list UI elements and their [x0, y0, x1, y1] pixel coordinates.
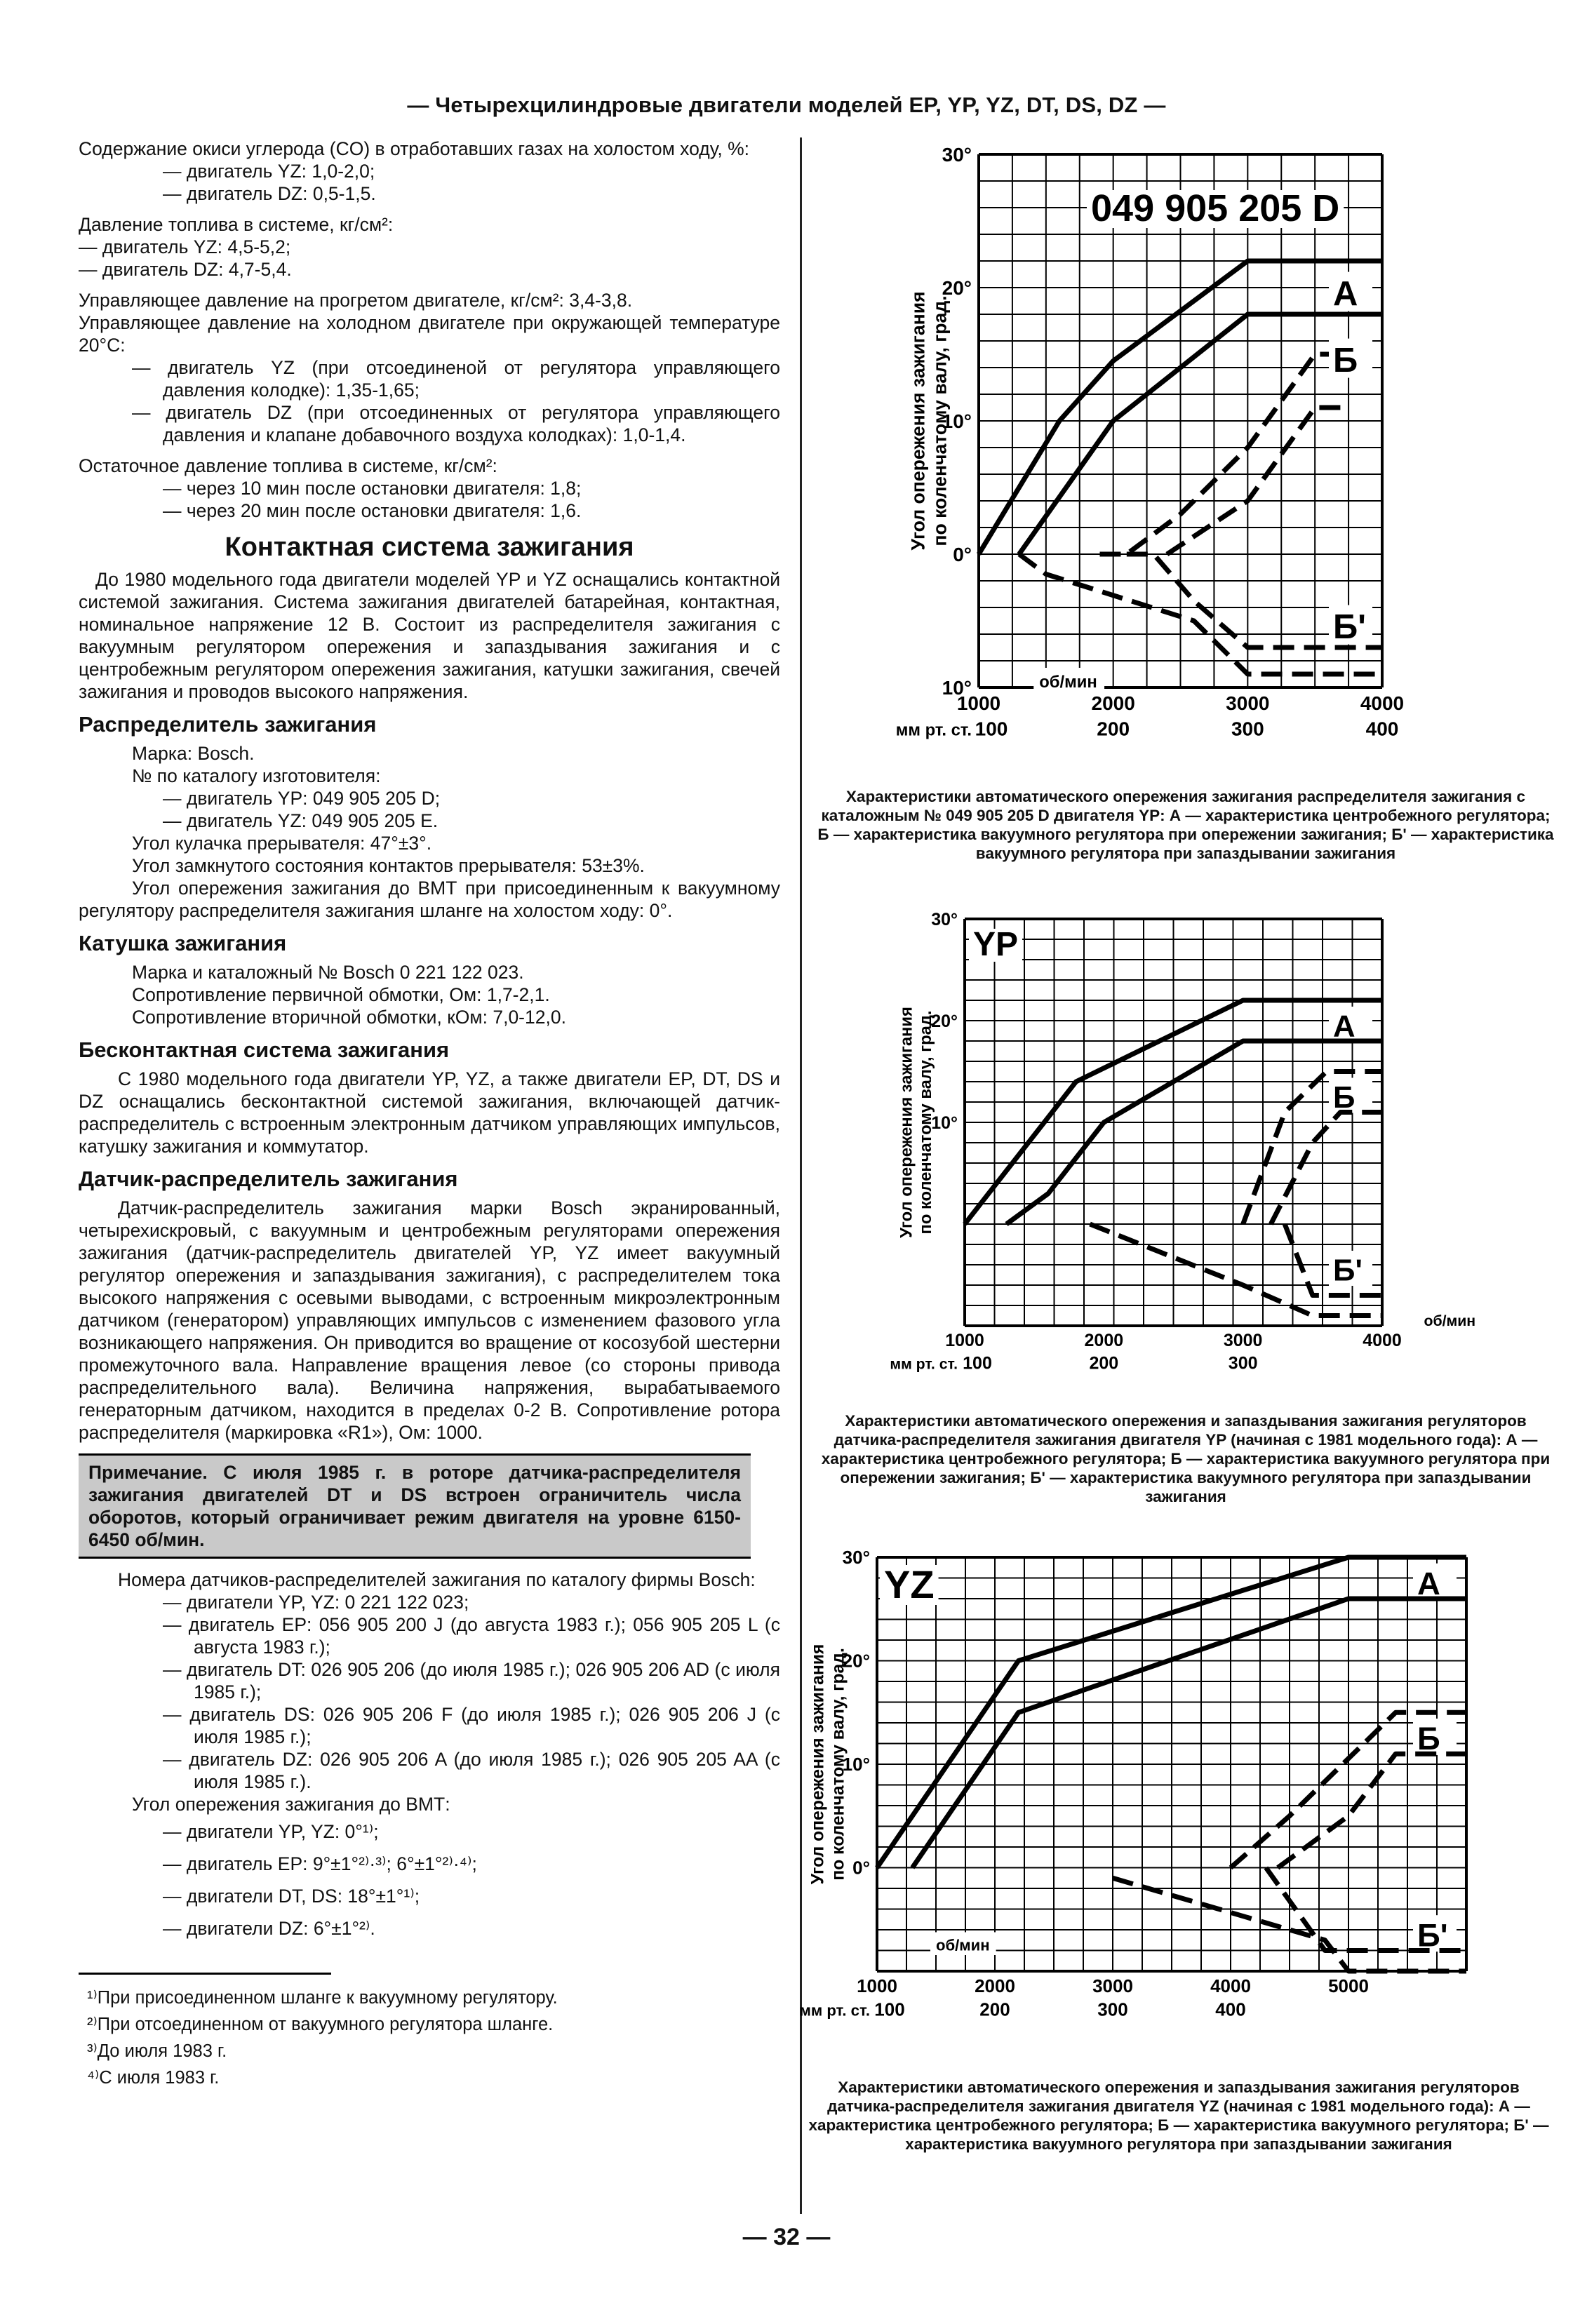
- x2-unit-label: мм рт. ст.: [890, 1355, 958, 1373]
- y-tick-label: 10°: [942, 676, 972, 699]
- advance-ep: — двигатель EP: 9°±1°²⁾·³⁾; 6°±1°²⁾·⁴⁾;: [163, 1853, 477, 1874]
- chart-title: YZ: [884, 1562, 935, 1606]
- distributor-yz: — двигатель YZ: 049 905 205 E.: [163, 810, 439, 831]
- chart-yp-1981: [890, 905, 1476, 1410]
- plot-area: [877, 1557, 1466, 1971]
- x2-tick-label: 300: [1228, 1353, 1258, 1373]
- x-tick-label: 4000: [1210, 1975, 1251, 1996]
- x-unit-label: об/мин: [936, 1936, 990, 1954]
- sensor-text: Датчик-распределитель зажигания марки Bosch экранированный, четырехискровый, с вакуумным и центробежным регуляторами опережения зажигания (датчик-распределитель двигателей YP, YZ имеет вакуумный регулятор опережения и запаздывания зажигания), с распределителем тока высокого напряжения с осевыми выводами, с встроенным микроэлектронным датчиком (генератором) управляющих импульсов с изменением фазового угла возникающего напряжения. Он приводится во вращение от косозубой шестерни промежуточного вала. Направление вращения левое (со стороны привода распределительного вала). Величина напряжения, вырабатываемого генераторным датчиком, находится в пределах 0-2 В. Сопротивление ротора распределителя (маркировка «R1»), Ом: 1000.: [79, 1197, 780, 1443]
- x2-tick-label: 300: [1097, 1999, 1128, 2020]
- x-tick-label: 2000: [975, 1975, 1015, 1996]
- x-tick-label: 3000: [1223, 1330, 1263, 1350]
- chart-yz-1981-caption: Характеристики автоматического опережения и запаздывания зажигания регуляторов датчика-распределителя зажигания двигателя YZ (начиная с 1981 модельного года): А — характеристика центробежного регулятора; Б — характеристика вакуумного регулятора; Б' — характеристика вакуумного регулятора при запаздывании зажигания: [808, 2078, 1549, 2153]
- footnote-3: ³⁾До июля 1983 г.: [87, 2041, 227, 2061]
- x2-tick-label: 100: [975, 718, 1008, 740]
- fuel-dz: — двигатель DZ: 4,7-5,4.: [79, 259, 292, 280]
- y-tick-label: 30°: [842, 1547, 870, 1569]
- co-yz: — двигатель YZ: 1,0-2,0;: [163, 161, 375, 182]
- x2-tick-label: 400: [1365, 718, 1399, 740]
- x-tick-label: 5000: [1328, 1975, 1369, 1996]
- coil-secondary: Сопротивление вторичной обмотки, кОм: 7,0-12,0.: [132, 1007, 566, 1028]
- number-ep: — двигатель EP: 056 905 200 J (до августа 1983 г.); 056 905 205 L (с августа 1983 г.);: [163, 1614, 780, 1658]
- series-label-A: А: [1417, 1565, 1440, 1601]
- chart-yz-1981: [799, 1543, 1508, 2076]
- number-ypyz: — двигатели YP, YZ: 0 221 122 023;: [163, 1592, 469, 1613]
- contactless-title: Бесконтактная система зажигания: [79, 1037, 450, 1062]
- y-tick-label: 20°: [842, 1650, 870, 1672]
- advance-dtds: — двигатели DT, DS: 18°±1°¹⁾;: [163, 1886, 420, 1907]
- numbers-intro: Номера датчиков-распределителей зажигания по каталогу фирмы Bosch:: [118, 1569, 756, 1590]
- column-divider: [800, 137, 802, 2214]
- plot-area: [965, 919, 1382, 1326]
- x2-tick-label: 200: [1097, 718, 1130, 740]
- number-ds: — двигатель DS: 026 905 206 F (до июля 1985 г.); 026 905 206 J (с июля 1985 г.);: [163, 1704, 780, 1747]
- series-label-Б': Б': [1417, 1917, 1448, 1954]
- series-label-Б: Б: [1417, 1721, 1440, 1757]
- x-tick-label: 1000: [857, 1975, 897, 1996]
- y-tick-label: 0°: [852, 1857, 870, 1879]
- sensor-title: Датчик-распределитель зажигания: [79, 1167, 458, 1191]
- ctrl-yz: — двигатель YZ (при отсоединеной от регулятора управляющего давления колодке): 1,35-1,65;: [132, 357, 780, 401]
- x-unit-label: об/мин: [1039, 673, 1097, 692]
- number-dz: — двигатель DZ: 026 905 206 A (до июля 1985 г.); 026 905 205 AA (с июля 1985 г.).: [163, 1749, 780, 1792]
- x-tick-label: 1000: [956, 692, 1001, 715]
- x2-tick-label: 100: [874, 1999, 905, 2020]
- coil-brand: Марка и каталожный № Bosch 0 221 122 023.: [132, 962, 524, 983]
- chart-yp-049-caption: Характеристики автоматического опережения зажигания распределителя зажигания с каталожным № 049 905 205 D двигателя YP: А — характеристика центробежного регулятора; Б — характеристика вакуумного регулятора при опережении зажигания; Б' — характеристика вакуумного регулятора при запаздывании зажигания: [817, 788, 1554, 862]
- distributor-yp: — двигатель YP: 049 905 205 D;: [163, 788, 441, 809]
- advance-ypyz: — двигатели YP, YZ: 0°¹⁾;: [163, 1821, 379, 1842]
- y-axis-label-line: Угол опережения зажигания: [808, 1644, 828, 1885]
- contact-system-text: До 1980 модельного года двигатели моделей YP и YZ оснащались контактной системой зажигания. Система зажигания двигателей батарейная, контактная, номинальное напряжение 12 В. Состоит из распределителя зажигания с вакуумным регулятором опережения и запаздывания зажигания и с центробежным регулятором опережения зажигания, катушки зажигания, свечей зажигания и проводов высокого напряжения.: [79, 569, 780, 702]
- contact-system-title: Контактная система зажигания: [225, 532, 634, 562]
- x2-tick-label: 100: [963, 1353, 992, 1373]
- series-label-Б: Б: [1333, 1080, 1356, 1115]
- series-line-Б': [1019, 554, 1383, 674]
- plot-area: [979, 154, 1382, 687]
- residual-pressure: Остаточное давление топлива в системе, кг/см²:: [79, 455, 497, 476]
- y-tick-label: 30°: [931, 909, 958, 929]
- y-tick-label: 30°: [942, 143, 972, 166]
- footnote-4: ⁴⁾С июля 1983 г.: [87, 2068, 220, 2088]
- co-dz: — двигатель DZ: 0,5-1,5.: [163, 183, 376, 204]
- y-axis-label-line: по коленчатому валу, град.: [916, 1010, 935, 1235]
- chart-title: YP: [973, 926, 1019, 963]
- x-tick-label: 4000: [1363, 1330, 1402, 1350]
- series-line-Б: [1100, 354, 1342, 554]
- y-axis-label-line: по коленчатому валу, град.: [929, 295, 951, 546]
- coil-title: Катушка зажигания: [79, 931, 287, 955]
- coil-primary: Сопротивление первичной обмотки, Ом: 1,7-2,1.: [132, 984, 550, 1005]
- ctrl-warm: Управляющее давление на прогретом двигателе, кг/см²: 3,4-3,8.: [79, 290, 633, 311]
- distributor-catalog: № по каталогу изготовителя:: [132, 765, 381, 786]
- x2-tick-label: 200: [1089, 1353, 1119, 1373]
- number-dt: — двигатель DT: 026 905 206 (до июля 1985 г.); 026 905 206 AD (с июля 1985 г.);: [163, 1659, 780, 1702]
- co-intro: Содержание окиси углерода (CO) в отработавших газах на холостом ходу, %:: [79, 138, 750, 159]
- x2-tick-label: 400: [1215, 1999, 1246, 2020]
- series-line-A-low: [1019, 314, 1383, 554]
- ctrl-cold: Управляющее давление на холодном двигателе при окружающей температуре 20°С:: [79, 312, 780, 356]
- footnote-1: ¹⁾При присоединенном шланге к вакуумному регулятору.: [87, 1988, 558, 2008]
- page-number: — 32 —: [742, 2224, 831, 2250]
- x-tick-label: 4000: [1360, 692, 1405, 715]
- series-line-Б-low: [1278, 1754, 1466, 1867]
- series-label-A: А: [1333, 275, 1358, 314]
- y-axis-label-line: Угол опережения зажигания: [907, 291, 929, 551]
- fuel-yz: — двигатель YZ: 4,5-5,2;: [79, 236, 291, 257]
- x-tick-label: 2000: [1091, 692, 1135, 715]
- distributor-brand: Марка: Bosch.: [132, 743, 255, 764]
- series-label-Б': Б': [1333, 1253, 1363, 1288]
- footnote-2: ²⁾При отсоединенном от вакуумного регулятора шланге.: [87, 2015, 554, 2034]
- y-axis-label: [908, 291, 951, 550]
- x2-unit-label: мм рт. ст.: [895, 720, 972, 740]
- residual-20: — через 20 мин после остановки двигателя: 1,6.: [163, 500, 582, 521]
- x-tick-label: 2000: [1084, 1330, 1124, 1350]
- x-tick-label: 3000: [1226, 692, 1270, 715]
- ctrl-dz: — двигатель DZ (при отсоединенных от регулятора управляющего давления и клапане добавочного воздуха колодках): 1,0-1,4.: [132, 402, 780, 445]
- distributor-advance: Угол опережения зажигания до ВМТ при присоединенным к вакуумному регулятору распределителя зажигания шланге на холостом ходу: 0°.: [79, 878, 780, 921]
- x2-unit-label: мм рт. ст.: [799, 2001, 870, 2020]
- advance-intro: Угол опережения зажигания до ВМТ:: [132, 1794, 450, 1815]
- y-axis-label: [897, 1007, 935, 1238]
- distributor-closed: Угол замкнутого состояния контактов прерывателя: 53±3%.: [132, 855, 645, 876]
- advance-dz: — двигатели DZ: 6°±1°²⁾.: [163, 1918, 375, 1939]
- y-tick-label: 20°: [942, 276, 972, 299]
- series-line-A-low: [1007, 1041, 1383, 1224]
- y-axis-label-line: по коленчатому валу, град.: [829, 1648, 848, 1881]
- y-axis-label-line: Угол опережения зажигания: [897, 1007, 916, 1238]
- distributor-title: Распределитель зажигания: [79, 712, 377, 737]
- contactless-text: С 1980 модельного года двигатели YP, YZ, а также двигатели EP, DT, DS и DZ оснащались бесконтактной системой зажигания, включающей датчик-распределитель с встроенным электронным датчиком управляющих импульсов, катушку зажигания и коммутатор.: [79, 1068, 780, 1157]
- left-column: [79, 137, 780, 2091]
- running-head: — Четырехцилиндровые двигатели моделей EP, YP, YZ, DT, DS, DZ —: [407, 93, 1166, 117]
- fuel-pressure: Давление топлива в системе, кг/см²:: [79, 214, 394, 235]
- note-box: Примечание. С июля 1985 г. в роторе датчика-распределителя зажигания двигателей DT и DS встроен ограничитель числа оборотов, который ограничивает режим двигателя на уровне 6150-6450 об/мин.: [79, 1453, 751, 1559]
- y-tick-label: 20°: [931, 1011, 958, 1031]
- distributor-cam: Угол кулачка прерывателя: 47°±3°.: [132, 833, 432, 854]
- series-label-A: А: [1333, 1009, 1356, 1044]
- chart-yp-1981-caption: Характеристики автоматического опережения и запаздывания зажигания регуляторов датчика-распределителя зажигания двигателя YP (начиная с 1981 модельного года): А — характеристика центробежного регулятора; Б — характеристика вакуумного регулятора при опережении зажигания; Б' — характеристика вакуумного регулятора при запаздывании зажигания: [821, 1412, 1551, 1505]
- x-tick-label: 1000: [945, 1330, 984, 1350]
- y-axis-label: [809, 1644, 848, 1885]
- y-tick-label: 10°: [842, 1754, 870, 1775]
- chart-yp-049: [895, 140, 1466, 786]
- y-tick-label: 10°: [942, 410, 972, 432]
- series-line-Б-low: [1271, 1113, 1382, 1225]
- residual-10: — через 10 мин после остановки двигателя: 1,8;: [163, 478, 582, 499]
- x2-tick-label: 300: [1231, 718, 1264, 740]
- chart-title: 049 905 205 D: [1091, 187, 1340, 229]
- y-tick-label: 0°: [953, 543, 972, 565]
- series-label-Б: Б: [1333, 342, 1358, 380]
- footnote-rule: [79, 1973, 331, 1975]
- series-label-Б': Б': [1333, 608, 1366, 647]
- x-tick-label: 3000: [1092, 1975, 1133, 1996]
- y-tick-label: 10°: [931, 1113, 958, 1133]
- x-unit-label: об/мин: [1424, 1312, 1476, 1329]
- x2-tick-label: 200: [979, 1999, 1010, 2020]
